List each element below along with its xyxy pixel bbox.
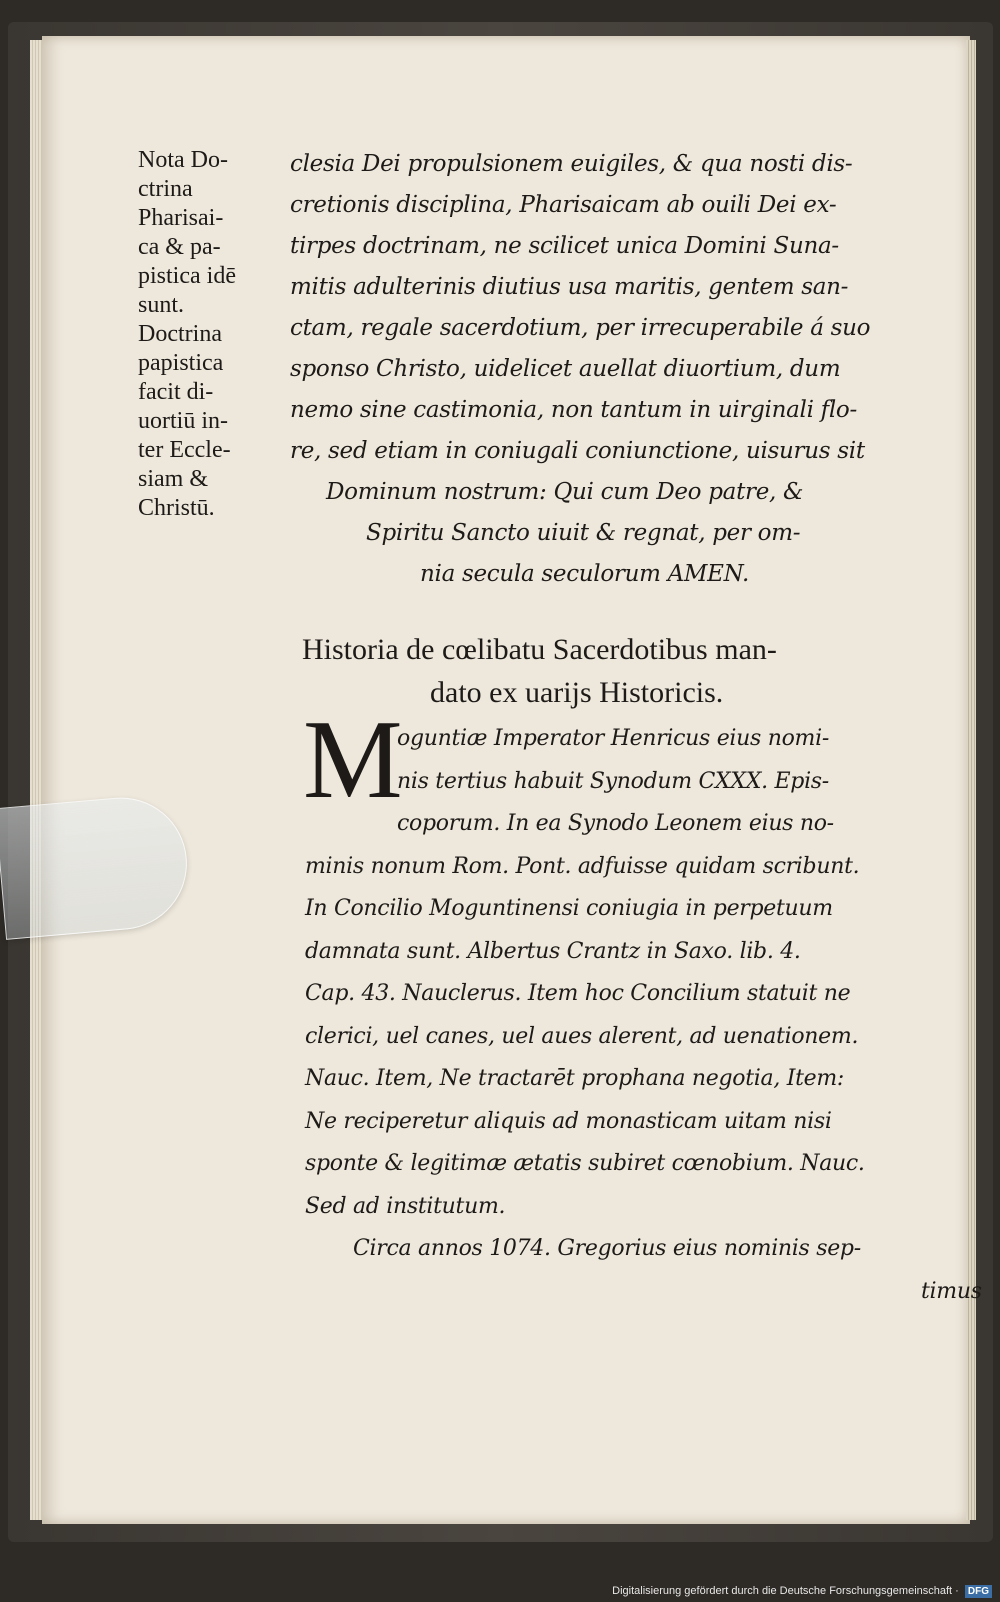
drop-cap: M — [303, 698, 403, 822]
marginal-line: ter Eccle- — [138, 437, 231, 463]
dfg-logo: DFG — [965, 1585, 992, 1598]
text-line: Sed ad institutum. — [305, 1193, 506, 1219]
marginal-line: ca & pa- — [138, 234, 221, 260]
text-line: Dominum nostrum: Qui cum Deo patre, & — [326, 479, 804, 505]
text-line: nis tertius habuit Synodum CXXX. Epis- — [397, 768, 829, 794]
text-line: sponte & legitimæ ætatis subiret cœnobium. Nauc. — [305, 1151, 865, 1176]
marginal-line: sunt. — [138, 292, 185, 318]
digitization-footer — [612, 1585, 992, 1598]
text-line: nemo sine castimonia, non tantum in uirginali flo- — [290, 397, 857, 423]
marginal-note — [138, 146, 290, 523]
marginal-line: Doctrina — [138, 321, 222, 347]
text-line: Circa annos 1074. Gregorius eius nominis sep- — [353, 1236, 861, 1261]
marginal-line: pistica idē — [138, 263, 236, 289]
text-line: Spiritu Sancto uiuit & regnat, per om- — [366, 520, 801, 546]
text-line: In Concilio Moguntinensi coniugia in perpetuum — [305, 896, 833, 921]
text-line: Nauc. Item, Ne tractarēt prophana negotia, Item: — [305, 1066, 845, 1091]
text-line: minis nonum Rom. Pont. adfuisse quidam scribunt. — [305, 853, 860, 879]
text-line: clerici, uel canes, uel aues alerent, ad uenationem. — [305, 1023, 859, 1049]
text-line: Cap. 43. Nauclerus. Item hoc Concilium statuit ne — [305, 981, 851, 1006]
text-line: nia secula seculorum AMEN. — [420, 561, 750, 587]
heading-line: dato ex uarijs Historicis. — [430, 676, 724, 709]
text-line: oguntiæ Imperator Henricus eius nomi- — [397, 726, 829, 751]
catchword: timus — [921, 1278, 982, 1304]
text-line: Ne reciperetur aliquis ad monasticam uitam nisi — [305, 1108, 832, 1134]
text-line: clesia Dei propulsionem euigiles, & qua nosti dis- — [290, 151, 853, 177]
marginal-line: Christū. — [138, 495, 215, 521]
text-line: re, sed etiam in coniugali coniunctione, uisurus sit — [290, 438, 865, 464]
body-text-block — [303, 698, 982, 1313]
text-line: cretionis disciplina, Pharisaicam ab ouili Dei ex- — [290, 192, 837, 218]
marginal-line: ctrina — [138, 176, 193, 202]
marginal-line: siam & — [138, 466, 208, 492]
marginal-line: Nota Do- — [138, 147, 228, 173]
text-line: damnata sunt. Albertus Crantz in Saxo. lib. 4. — [305, 938, 801, 964]
marginal-line: papistica — [138, 350, 224, 376]
text-line: coporum. In ea Synodo Leonem eius no- — [397, 811, 834, 836]
marginal-line: Pharisai- — [138, 205, 224, 231]
main-text-block — [290, 144, 950, 595]
text-line: tirpes doctrinam, ne scilicet unica Domini Suna- — [290, 233, 839, 259]
footer-text: Digitalisierung gefördert durch die Deutsche Forschungsgemeinschaft · — [612, 1585, 959, 1597]
text-line: ctam, regale sacerdotium, per irrecuperabile á suo — [290, 315, 871, 341]
text-line: sponso Christo, uidelicet auellat diuortium, dum — [290, 356, 841, 382]
marginal-line: facit di- — [138, 379, 214, 405]
text-line: mitis adulterinis diutius usa maritis, gentem san- — [290, 274, 849, 300]
heading-line: Historia de cœlibatu Sacerdotibus man- — [302, 633, 777, 666]
marginal-line: uortiū in- — [138, 408, 228, 434]
